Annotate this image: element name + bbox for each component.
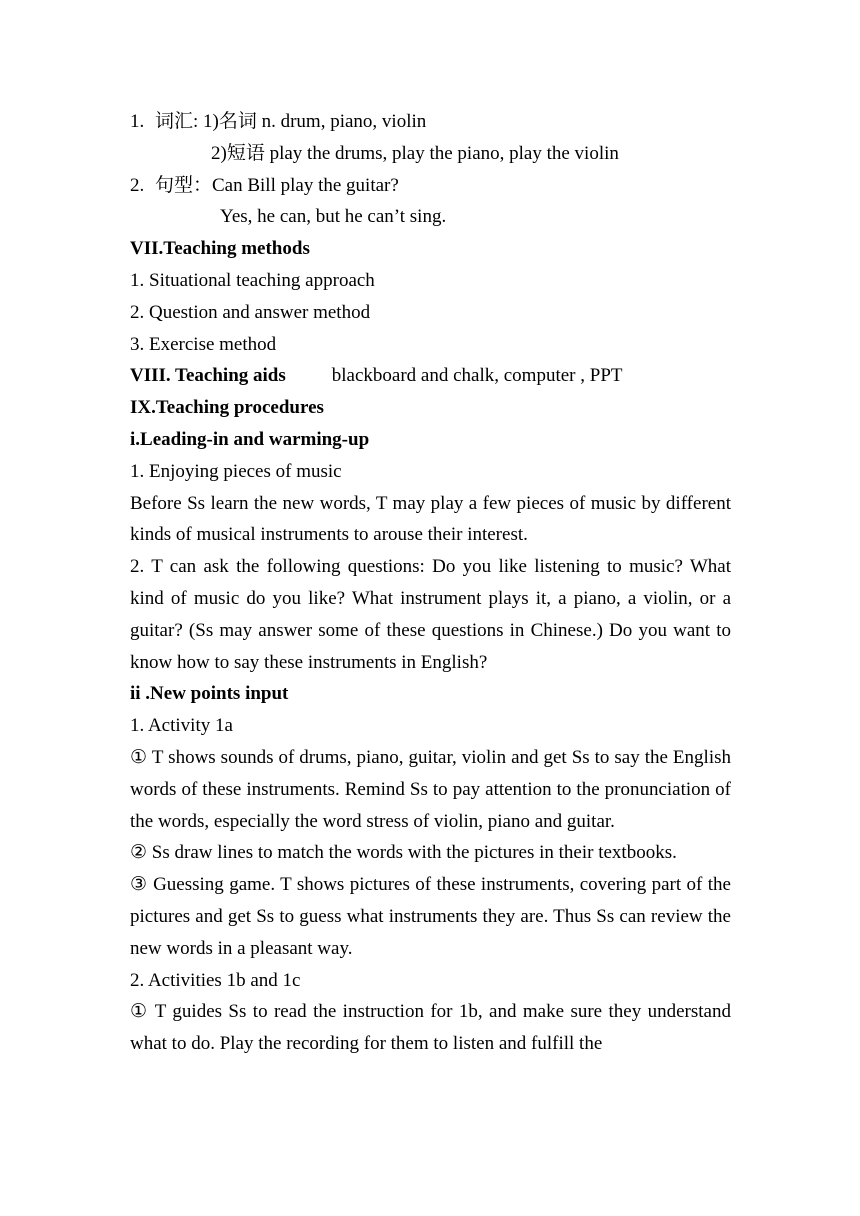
activity-1b-1c-title: 2. Activities 1b and 1c [130,969,301,991]
leading-in-item-2-paragraph: 2. T can ask the following questions: Do you like listening to music? What kind of music do you like? What instrument plays it, a piano, a violin, or a guitar? (Ss may answer some of these questions in Chinese.) Do you want to know how to say these instruments in English? [130,556,731,673]
leading-in-item-1-title: 1. Enjoying pieces of music [130,460,342,482]
vocab-item-1-number: 1. [130,111,145,132]
procedures-heading: IX.Teaching procedures [130,397,324,419]
vocab-item-1-text: 词汇: 1)名词 n. drum, piano, violin [155,111,427,132]
new-points-heading: ii .New points input [130,683,289,705]
leading-in-item-1-paragraph: Before Ss learn the new words, T may play a few pieces of music by different kinds of musical instruments to arouse their interest. [130,492,731,546]
document-page [130,106,731,1060]
aids-heading: VIII. Teaching aids [130,365,286,387]
vocab-item-2-number: 2. [130,174,145,196]
vocab-item-1-sub: 2)短语 play the drums, play the piano, play the violin [211,142,619,164]
vocab-item-2 [130,170,731,202]
activity-1a-step: ② Ss draw lines to match the words with the pictures in their textbooks. [130,842,677,864]
aids-text: blackboard and chalk, computer , PPT [331,365,623,387]
methods-item: 1. Situational teaching approach [130,269,375,291]
activity-1a-step: ③ Guessing game. T shows pictures of these instruments, covering part of the pictures and get Ss to guess what instruments they are. Thus Ss can review the new words in a pleasant way. [130,874,731,959]
activity-1b-1c-step: ① T guides Ss to read the instruction for 1b, and make sure they understand what to do. Play the recording for them to listen and fulfill the [130,1001,731,1055]
leading-in-heading: i.Leading-in and warming-up [130,428,370,450]
methods-heading: VII.Teaching methods [130,238,310,260]
methods-item: 3. Exercise method [130,333,277,355]
activity-1a-title: 1. Activity 1a [130,715,233,737]
aids-line [130,360,731,392]
vocab-item-2-text: 句型：Can Bill play the guitar? [155,174,399,196]
vocab-item-2-sub: Yes, he can, but he can’t sing. [220,206,447,228]
vocab-item-1 [130,106,731,138]
methods-item: 2. Question and answer method [130,301,371,323]
activity-1a-step: ① T shows sounds of drums, piano, guitar, violin and get Ss to say the English words of these instruments. Remind Ss to pay attention to the pronunciation of the words, especially the word stress of violin, piano and guitar. [130,746,731,832]
